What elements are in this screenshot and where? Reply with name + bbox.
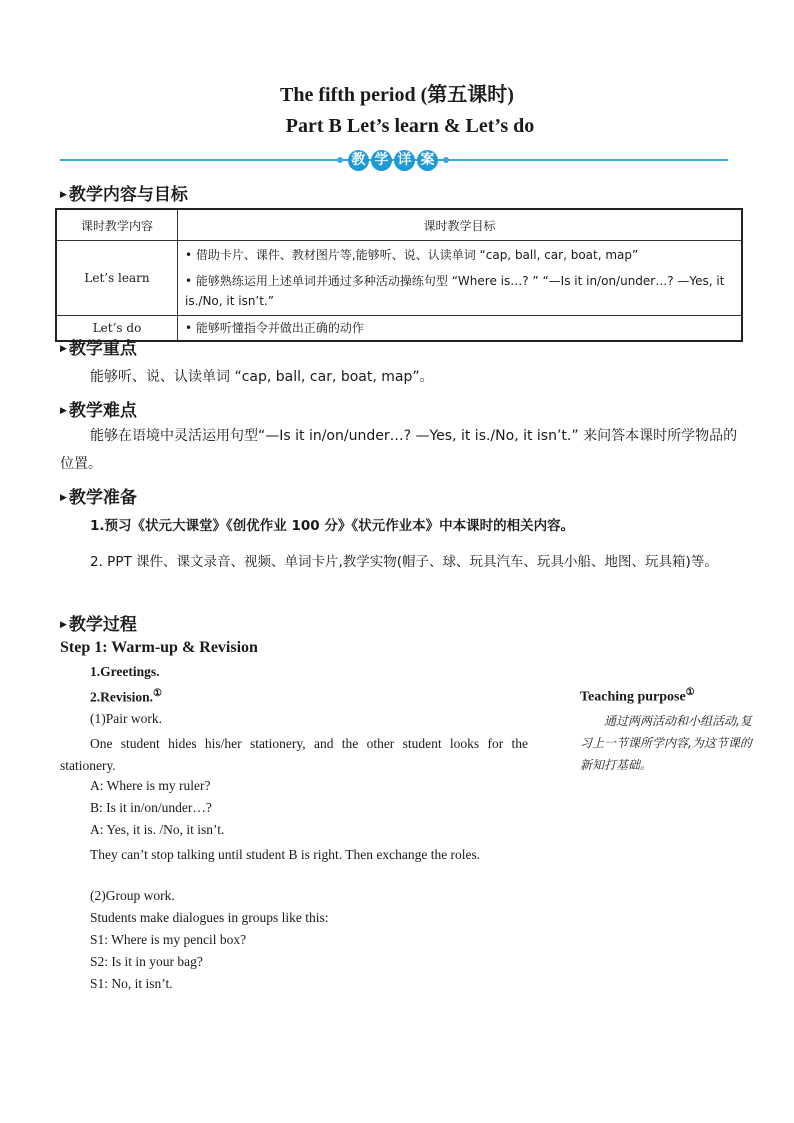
lesson-title: The fifth period (第五课时): [280, 84, 514, 106]
dialog-line: B: Is it in/on/under…?: [90, 800, 212, 815]
table-row: [56, 241, 742, 316]
table-header-row: [56, 209, 742, 241]
table-cell-goals: [178, 316, 743, 342]
difficulties-text: 能够在语境中灵活运用句型“—Is it in/on/under…? —Yes, it is./No, it isn’t.” 来问答本课时所学物品的位置。: [60, 428, 738, 472]
preparation-item-2: 2. PPT 课件、课文录音、视频、单词卡片,教学实物(帽子、球、玩具汽车、玩具小船、地图、玩具箱)等。: [90, 554, 718, 570]
section-heading-difficulties: ▶ 教学难点: [60, 401, 137, 421]
goal-item: • 能够熟练运用上述单词并通过多种活动操练句型 “Where is…? ” “—Is it in/on/under…? —Yes, it is./No, it isn’t.”: [185, 274, 725, 308]
triangle-bullet-icon: ▶: [60, 344, 67, 354]
dialog-line: S1: Where is my pencil box?: [90, 932, 247, 947]
banner-dot-left: [337, 157, 343, 163]
banner-char: 案: [417, 150, 438, 171]
dialog-line: S1: No, it isn’t.: [90, 976, 173, 991]
banner-pill: [328, 147, 458, 173]
banner-dot-right: [443, 157, 449, 163]
dialog-line: A: Where is my ruler?: [90, 778, 211, 793]
table-header-cell: 课时教学目标: [178, 209, 743, 241]
table-cell-content: Let’s do: [56, 316, 178, 342]
footnote-mark: ①: [685, 687, 695, 698]
banner-char: 详: [394, 150, 415, 171]
group-work-description: Students make dialogues in groups like this:: [90, 910, 329, 925]
goals-table: [55, 208, 743, 342]
triangle-bullet-icon: ▶: [60, 406, 67, 416]
key-points-text: 能够听、说、认读单词 “cap, ball, car, boat, map”。: [90, 369, 434, 385]
section-banner: [60, 146, 728, 174]
table-row: [56, 316, 742, 342]
goal-item: • 借助卡片、课件、教材图片等,能够听、说、认读单词 “cap, ball, car, boat, map”: [185, 248, 639, 262]
section-heading-key-points: ▶ 教学重点: [60, 339, 137, 359]
section-heading-content-goals: ▶ 教学内容与目标: [60, 185, 188, 205]
section-heading-preparation: ▶ 教学准备: [60, 488, 137, 508]
pair-work-description: One student hides his/her stationery, and the other student looks for the stationery.: [60, 736, 528, 773]
step1-title: Step 1: Warm-up & Revision: [60, 639, 258, 656]
table-header-cell: 课时教学内容: [56, 209, 178, 241]
section-heading-process: ▶ 教学过程: [60, 615, 137, 635]
greetings-label: 1.Greetings.: [90, 664, 160, 679]
dialog-line: S2: Is it in your bag?: [90, 954, 203, 969]
pair-work-label: (1)Pair work.: [90, 711, 162, 726]
group-work-label: (2)Group work.: [90, 888, 175, 903]
triangle-bullet-icon: ▶: [60, 493, 67, 503]
teaching-purpose-body: 通过两两活动和小组活动,复习上一节课所学内容,为这节课的新知打基础。: [580, 714, 752, 772]
revision-label: 2.Revision.①: [90, 688, 162, 705]
footnote-mark: ①: [153, 688, 162, 699]
table-cell-content: Let’s learn: [56, 241, 178, 316]
triangle-bullet-icon: ▶: [60, 190, 67, 200]
lesson-subtitle: Part B Let’s learn & Let’s do: [285, 115, 535, 137]
banner-char: 教: [348, 150, 369, 171]
preparation-item-1: 1.预习《状元大课堂》《创优作业 100 分》《状元作业本》中本课时的相关内容。: [90, 518, 575, 534]
table-cell-goals: [178, 241, 743, 316]
triangle-bullet-icon: ▶: [60, 620, 67, 630]
dialog-line: A: Yes, it is. /No, it isn’t.: [90, 822, 225, 837]
banner-char: 学: [371, 150, 392, 171]
teaching-purpose-title: Teaching purpose①: [580, 687, 695, 705]
goal-item: • 能够听懂指令并做出正确的动作: [185, 321, 364, 335]
pair-work-ending: They can’t stop talking until student B is right. Then exchange the roles.: [90, 847, 481, 862]
